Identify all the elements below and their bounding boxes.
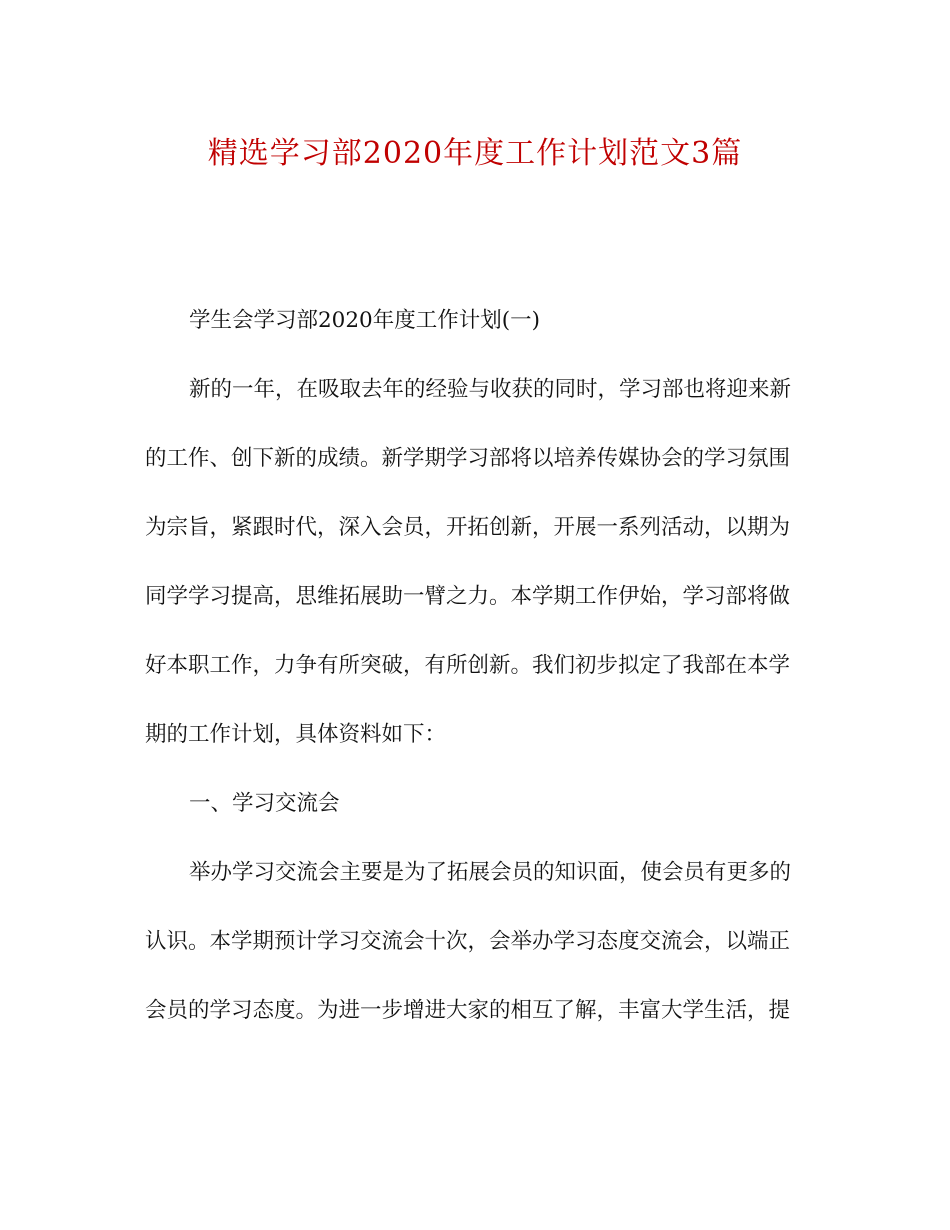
paragraph-line: 的工作、创下新的成绩。新学期学习部将以培养传媒协会的学习氛围 — [145, 446, 791, 471]
paragraph-line: 举办学习交流会主要是为了拓展会员的知识面，使会员有更多的 — [189, 860, 792, 885]
section-heading: 一、学习交流会 — [189, 791, 340, 816]
paragraph-line: 会员的学习态度。为进一步增进大家的相互了解，丰富大学生活，提 — [145, 998, 791, 1023]
paragraph-line: 为宗旨，紧跟时代，深入会员，开拓创新，开展一系列活动，以期为 — [145, 515, 791, 540]
paragraph-line: 同学学习提高，思维拓展助一臂之力。本学期工作伊始，学习部将做 — [145, 584, 791, 609]
paragraph-line: 好本职工作，力争有所突破，有所创新。我们初步拟定了我部在本学 — [145, 653, 791, 678]
paragraph-line: 认识。本学期预计学习交流会十次，会举办学习态度交流会，以端正 — [145, 929, 791, 954]
section-heading: 学生会学习部2020年度工作计划(一) — [189, 308, 540, 333]
paragraph-line: 期的工作计划，具体资料如下： — [145, 722, 447, 747]
document-body — [145, 286, 805, 1045]
paragraph-line: 新的一年，在吸取去年的经验与收获的同时，学习部也将迎来新 — [189, 377, 792, 402]
page-title: 精选学习部2020年度工作计划范文3篇 — [207, 136, 743, 171]
